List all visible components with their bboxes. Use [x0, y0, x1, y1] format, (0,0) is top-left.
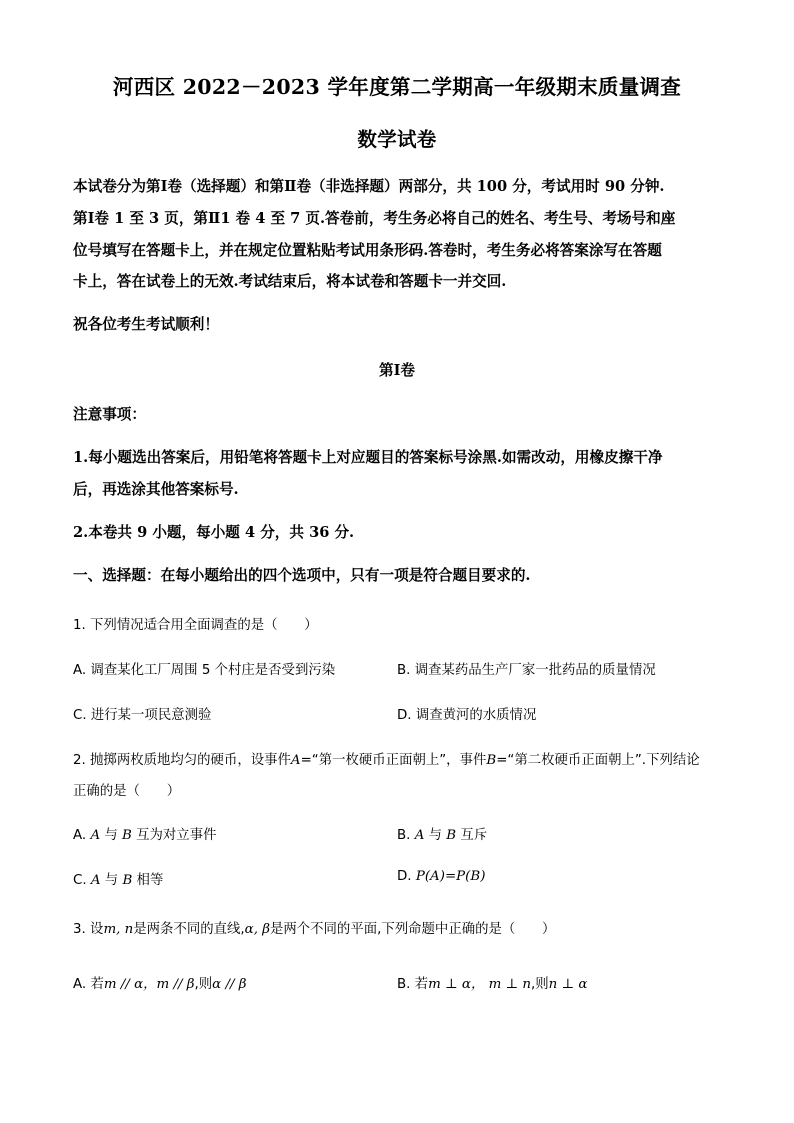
exam-title: 河西区 2022－2023 学年度第二学期高一年级期末质量调查	[112, 75, 682, 99]
question-3-stem	[73, 918, 555, 937]
option-text: 互斥	[456, 828, 488, 843]
option-label: B.	[397, 828, 415, 843]
question-2-stem-text: =“第一枚硬币正面朝上”，事件	[300, 753, 487, 768]
question-2-option-b	[397, 824, 487, 843]
result-expression: n ⊥ α	[548, 977, 588, 992]
part-title: 第Ⅰ卷	[378, 362, 415, 379]
event-a-symbol: A	[90, 828, 101, 843]
option-label: A. 若	[73, 977, 104, 992]
notice-item-1-line-1: 1.每小题选出答案后，用铅笔将答题卡上对应题目的答案标号涂黑.如需改动，用橡皮擦干净	[73, 449, 663, 466]
option-text: 与	[100, 828, 123, 843]
question-2-stem	[73, 749, 700, 768]
option-label: B. 若	[397, 977, 429, 992]
result-expression: α // β	[212, 977, 247, 992]
option-text: ,则	[531, 977, 549, 992]
event-b-symbol: B	[486, 753, 497, 768]
event-b-symbol: B	[446, 828, 457, 843]
probability-expression: P(A)=P(B)	[415, 869, 486, 884]
question-2-stem-line-2: 正确的是（ ）	[73, 784, 181, 799]
intro-line: 本试卷分为第Ⅰ卷（选择题）和第Ⅱ卷（非选择题）两部分，共 100 分，考试用时 90 分钟.	[73, 178, 665, 195]
question-2-option-a	[73, 824, 216, 843]
option-label: D.	[397, 869, 416, 884]
section-heading: 一、选择题：在每小题给出的四个选项中，只有一项是符合题目要求的.	[73, 567, 531, 584]
wish-text: 祝各位考生考试顺利！	[73, 316, 219, 333]
notice-item-2: 2.本卷共 9 小题，每小题 4 分，共 36 分.	[73, 524, 355, 541]
condition-expression: m ⊥ α， m ⊥ n	[428, 977, 532, 992]
option-text: 相等	[132, 873, 164, 888]
exam-subtitle: 数学试卷	[357, 128, 437, 151]
question-3-stem-text: 是两个不同的平面,下列命题中正确的是（ ）	[269, 922, 556, 937]
question-1-option-a: A. 调查某化工厂周围 5 个村庄是否受到污染	[73, 663, 336, 678]
intro-line: 位号填写在答题卡上，并在规定位置粘贴考试用条形码.答卷时，考生务必将答案涂写在答题	[73, 242, 662, 259]
question-1-option-d: D. 调查黄河的水质情况	[397, 708, 537, 723]
event-a-symbol: A	[90, 873, 101, 888]
question-2-stem-text: =“第二枚硬币正面朝上”.下列结论	[496, 753, 700, 768]
question-1-option-c: C. 进行某一项民意测验	[73, 708, 212, 723]
option-text: ,则	[194, 977, 213, 992]
question-1-option-b: B. 调查某药品生产厂家一批药品的质量情况	[397, 663, 656, 678]
plane-variables: α, β	[244, 922, 270, 937]
option-text: 与	[424, 828, 447, 843]
event-b-symbol: B	[122, 873, 133, 888]
line-variables: m, n	[103, 922, 134, 937]
event-a-symbol: A	[414, 828, 425, 843]
notice-heading: 注意事项：	[73, 406, 146, 423]
option-text: 互为对立事件	[131, 828, 217, 843]
question-2-option-c	[73, 869, 163, 888]
question-3-stem-text: 是两条不同的直线,	[133, 922, 245, 937]
question-1-stem: 1. 下列情况适合用全面调查的是（ ）	[73, 618, 318, 633]
intro-line: 第Ⅰ卷 1 至 3 页，第Ⅱ1 卷 4 至 7 页.答卷前，考生务必将自己的姓名、考生号、考场号和座	[73, 210, 676, 227]
question-3-option-b	[397, 973, 587, 992]
condition-expression: m // α，m // β	[103, 977, 195, 992]
notice-item-1-line-2: 后，再选涂其他答案标号.	[73, 481, 239, 498]
question-3-option-a	[73, 973, 246, 992]
question-3-stem-text: 3. 设	[73, 922, 104, 937]
event-a-symbol: A	[290, 753, 301, 768]
option-text: 与	[100, 873, 123, 888]
event-b-symbol: B	[122, 828, 132, 843]
option-label: C.	[73, 873, 91, 888]
question-2-stem-text: 2. 抛掷两枚质地均匀的硬币，设事件	[73, 753, 291, 768]
intro-line: 卡上，答在试卷上的无效.考试结束后，将本试卷和答题卡一并交回.	[73, 273, 507, 290]
option-label: A.	[73, 828, 91, 843]
question-2-option-d	[397, 869, 485, 884]
